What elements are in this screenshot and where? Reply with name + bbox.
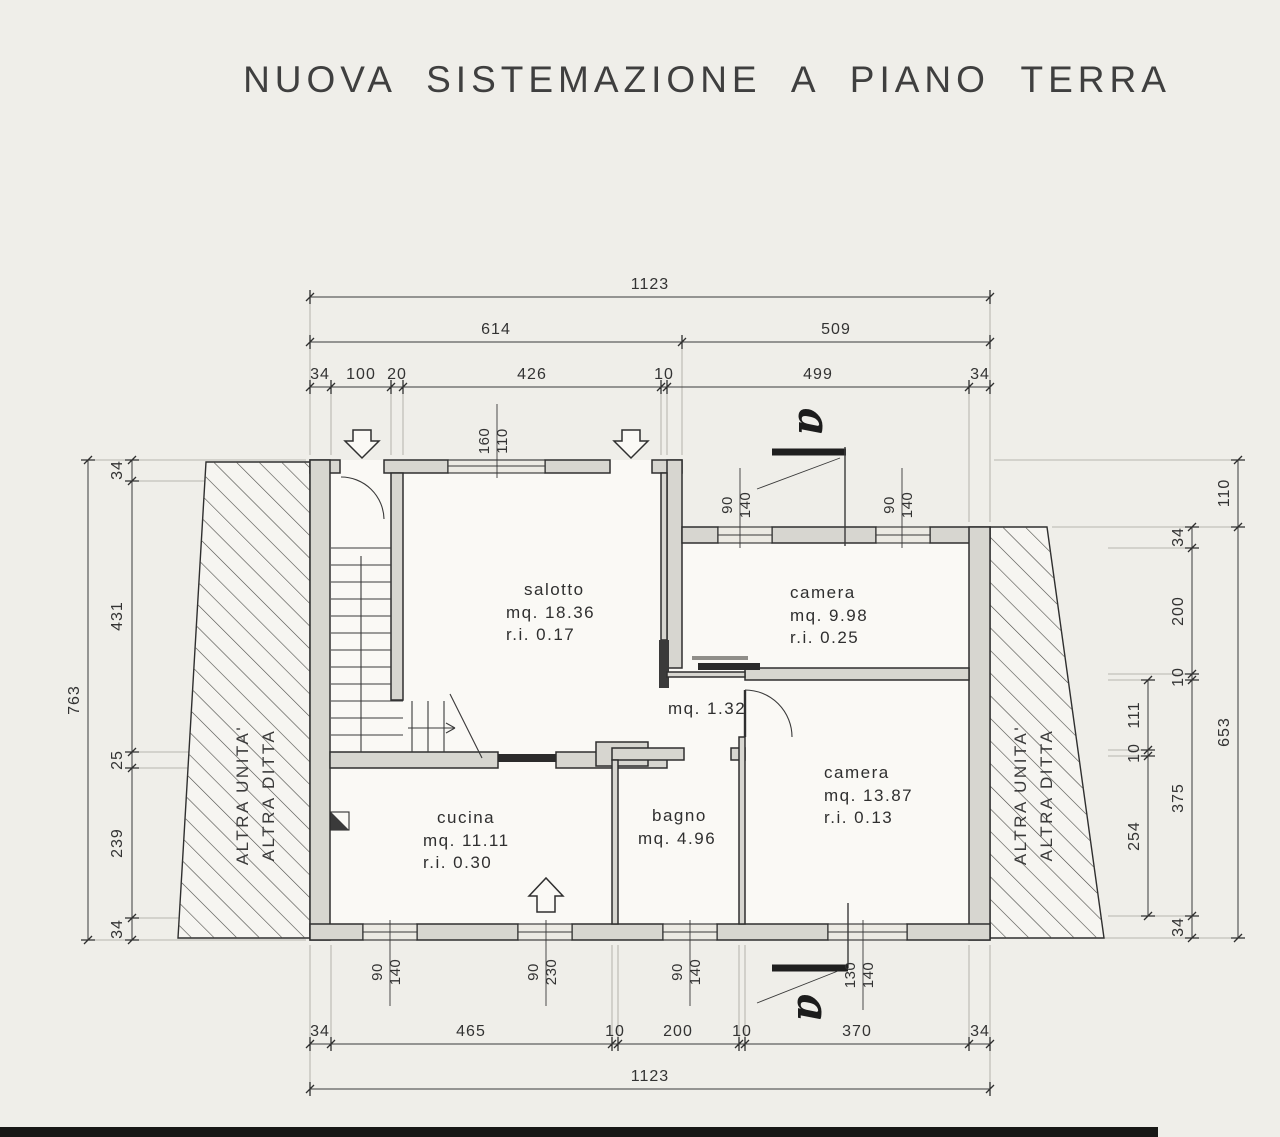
dim-label: 34 (109, 460, 126, 480)
dim-label: 509 (821, 321, 851, 338)
svg-text:mq. 18.36: mq. 18.36 (506, 603, 596, 622)
neighbor-label-left-2: ALTRA DITTA (259, 728, 278, 862)
dim-label: 239 (109, 828, 126, 858)
opening-label: 230 (543, 958, 560, 986)
sliding-door-rail (692, 656, 748, 660)
dim-label: 1123 (630, 276, 670, 293)
opening-label: 90 (369, 963, 386, 981)
sliding-door-cucina (498, 754, 556, 762)
neighbor-label-left-1: ALTRA UNITA' (233, 724, 252, 866)
section-letter-a: a (787, 993, 838, 1023)
dim-label: 10 (732, 1023, 752, 1040)
svg-text:mq. 4.96: mq. 4.96 (638, 829, 717, 848)
svg-text:camera: camera (824, 763, 890, 782)
svg-text:r.i. 0.13: r.i. 0.13 (824, 808, 894, 827)
dim-label: 763 (66, 685, 83, 715)
dim-label: 34 (109, 919, 126, 939)
svg-text:salotto: salotto (524, 580, 585, 599)
dim-label: 375 (1170, 783, 1187, 813)
dim-label: 431 (109, 601, 126, 631)
svg-text:r.i. 0.25: r.i. 0.25 (790, 628, 860, 647)
opening-label: 110 (494, 428, 511, 454)
opening-label: 140 (899, 491, 916, 519)
svg-text:mq. 11.11: mq. 11.11 (423, 831, 510, 850)
opening-label: 90 (525, 963, 542, 981)
dim-label: 426 (517, 366, 547, 383)
dim-label: 200 (1170, 596, 1187, 626)
dim-label: 10 (605, 1023, 625, 1040)
dim-label: 34 (310, 1023, 330, 1040)
opening-label: 140 (387, 958, 404, 986)
svg-text:mq. 9.98: mq. 9.98 (790, 606, 869, 625)
dim-label: 10 (1126, 743, 1143, 763)
room-label-disimpegno (668, 699, 746, 718)
svg-text:bagno: bagno (652, 806, 707, 825)
dim-label: 110 (1216, 478, 1233, 508)
opening-label: 90 (669, 963, 686, 981)
neighbor-label-right-1: ALTRA UNITA' (1011, 724, 1030, 866)
dim-label: 34 (970, 1023, 990, 1040)
svg-text:mq. 1.32: mq. 1.32 (668, 699, 747, 718)
wall-stub (659, 640, 669, 688)
dim-label: 34 (970, 366, 990, 383)
dim-label: 10 (654, 366, 674, 383)
dim-label: 499 (803, 366, 833, 383)
flue-corner (331, 812, 349, 830)
opening-label: 140 (737, 491, 754, 519)
dim-label: 111 (1126, 701, 1143, 729)
opening-label: 140 (860, 961, 877, 989)
dim-label: 25 (109, 750, 126, 770)
neighbor-label-right-2: ALTRA DITTA (1037, 728, 1056, 862)
opening-label: 130 (842, 961, 859, 989)
dim-label: 100 (346, 366, 376, 383)
section-letter-a: a (788, 407, 839, 437)
dim-label: 614 (481, 321, 511, 338)
dim-label: 10 (1170, 667, 1187, 687)
dim-label: 653 (1216, 717, 1233, 747)
dim-label: 1123 (630, 1068, 670, 1085)
sliding-door-camera (698, 663, 760, 670)
page-title: NUOVA SISTEMAZIONE A PIANO TERRA (243, 59, 1171, 100)
dim-label: 34 (1170, 917, 1187, 937)
svg-text:cucina: cucina (437, 808, 496, 827)
opening-label: 90 (719, 496, 736, 514)
svg-text:camera: camera (790, 583, 856, 602)
scan-edge-artifact (0, 1127, 1158, 1137)
dim-label: 34 (310, 366, 330, 383)
dim-label: 34 (1170, 527, 1187, 547)
dim-label: 20 (387, 366, 407, 383)
opening-label: 140 (687, 958, 704, 986)
svg-text:r.i. 0.30: r.i. 0.30 (423, 853, 493, 872)
opening-label: 160 (476, 427, 493, 455)
svg-text:mq. 13.87: mq. 13.87 (824, 786, 914, 805)
dim-label: 465 (456, 1023, 486, 1040)
dim-label: 200 (663, 1023, 693, 1040)
svg-text:r.i. 0.17: r.i. 0.17 (506, 625, 576, 644)
dim-label: 370 (842, 1023, 872, 1040)
dim-label: 254 (1126, 821, 1143, 851)
opening-label: 90 (881, 496, 898, 514)
